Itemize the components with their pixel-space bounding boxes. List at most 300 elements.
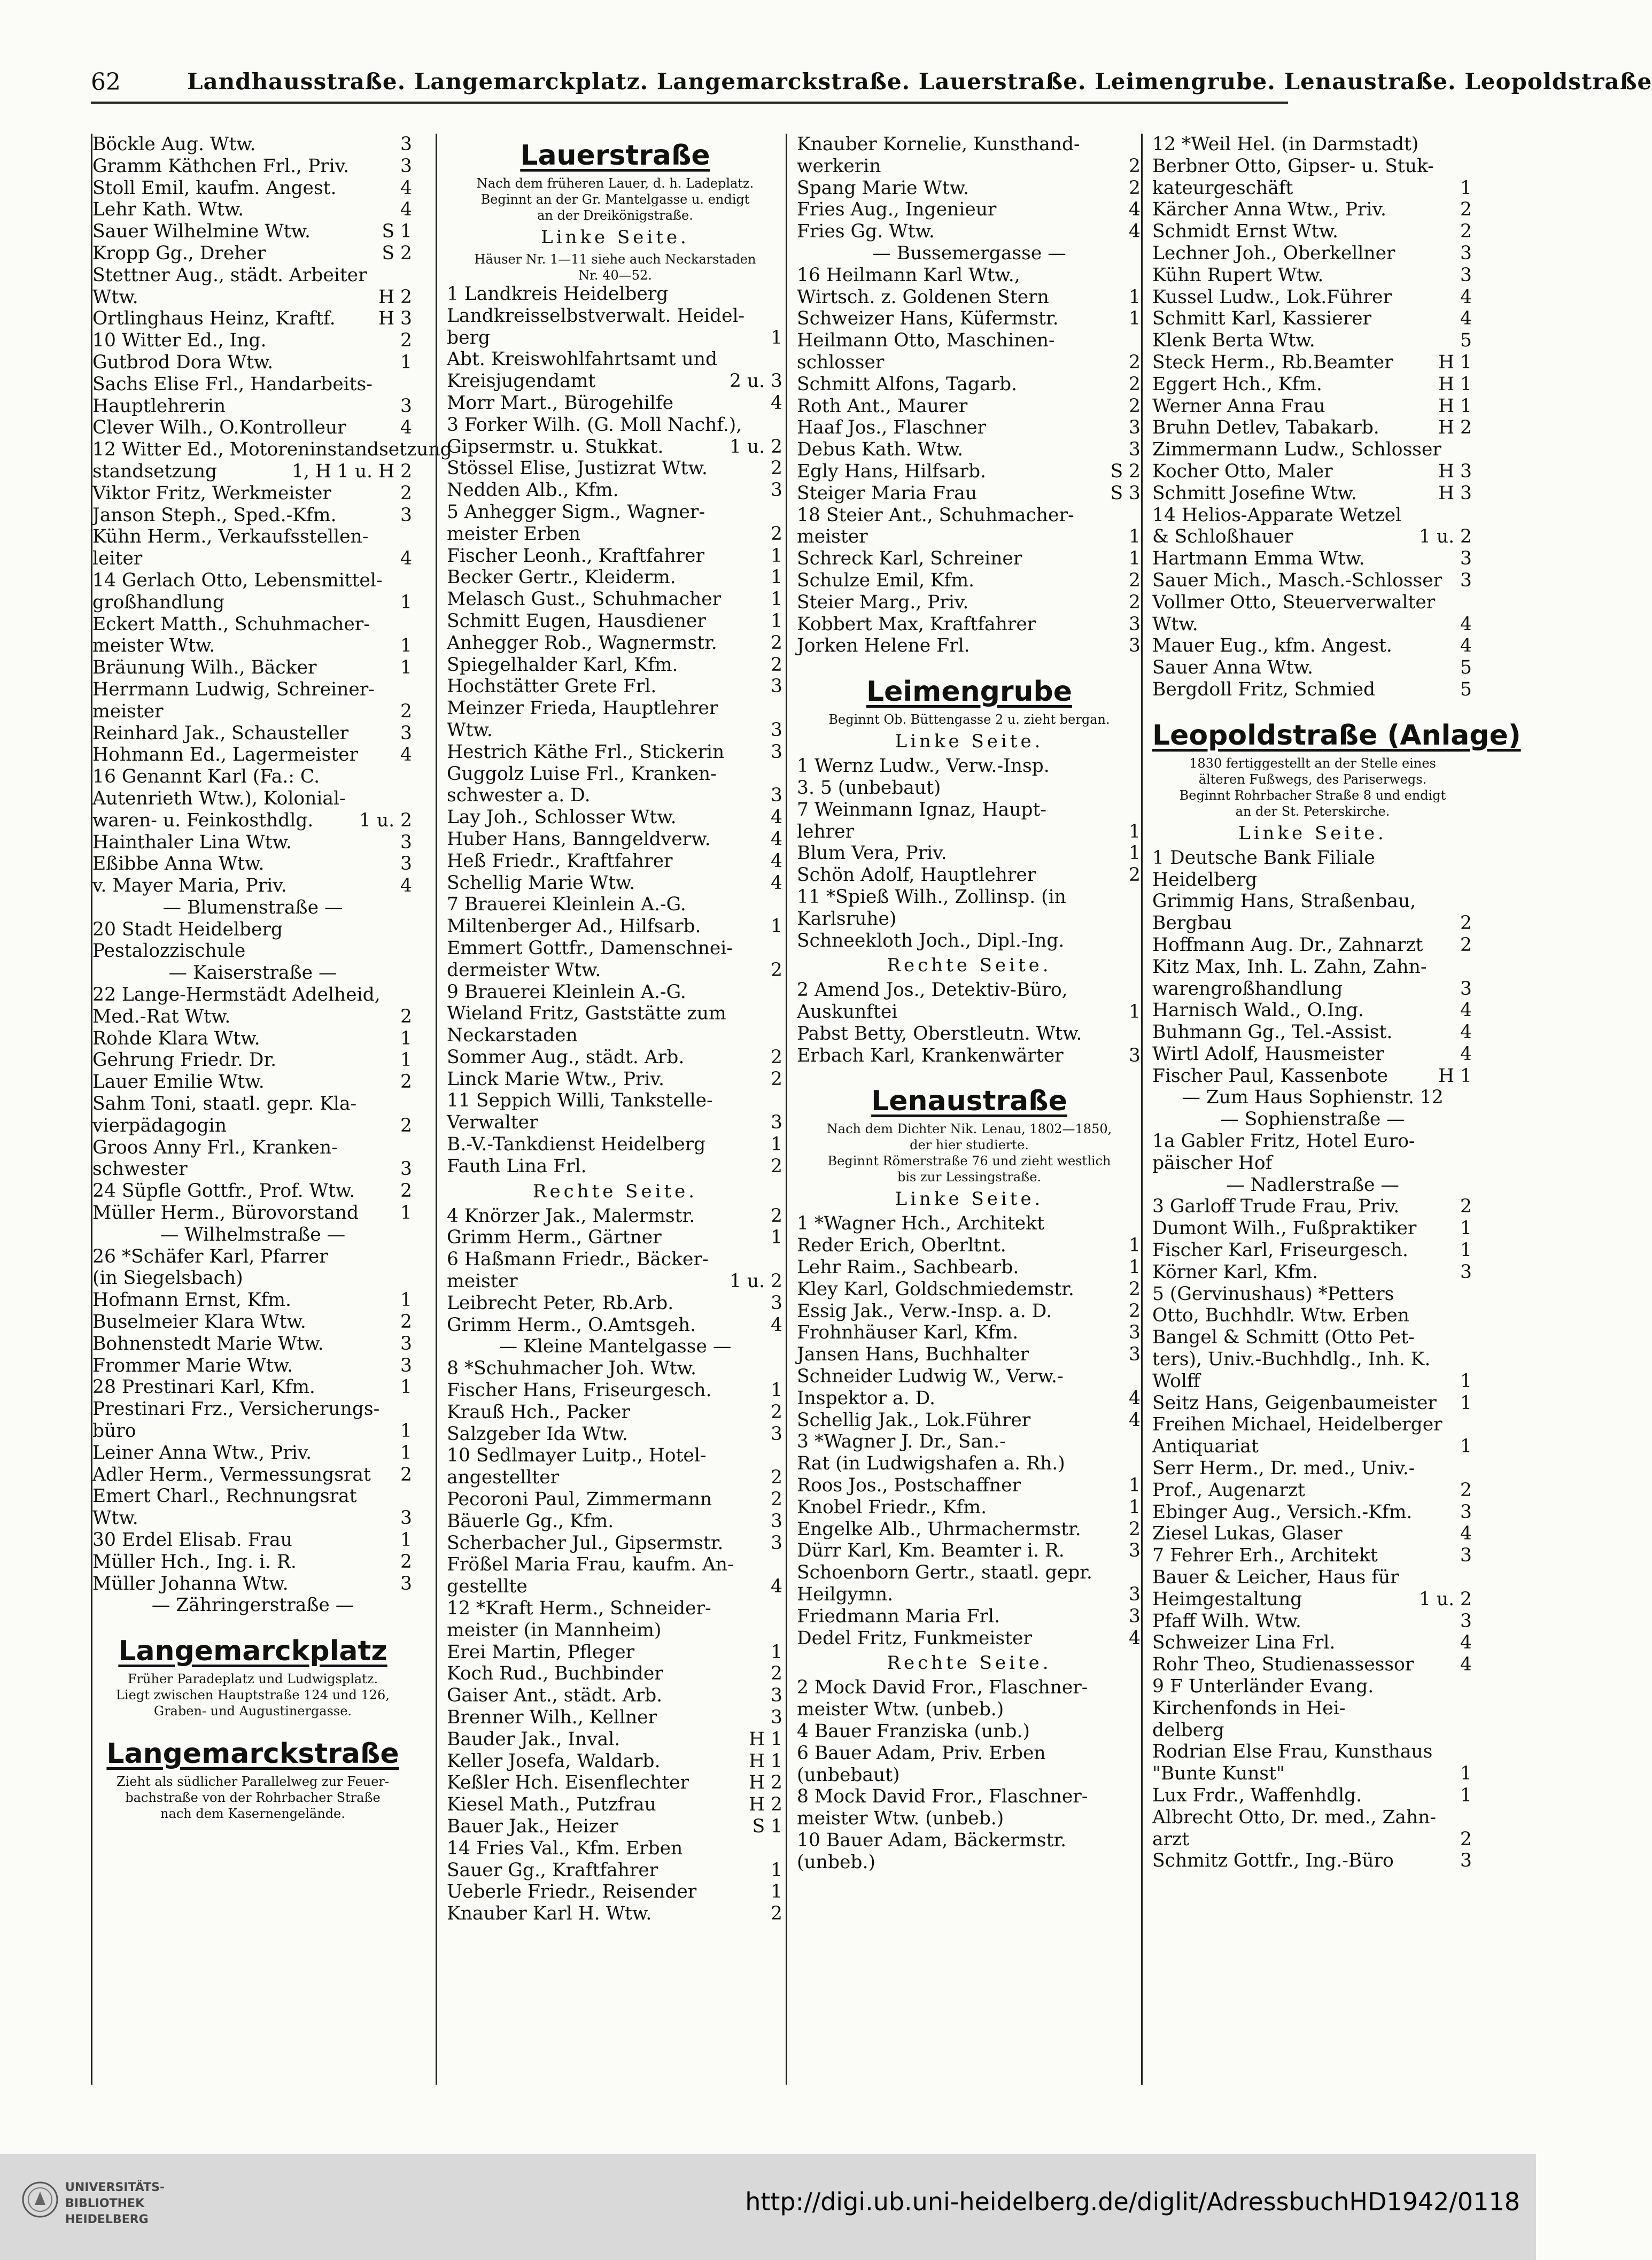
directory-entry xyxy=(797,417,1142,439)
entry-text: Seitz Hans, Geigenbaumeister xyxy=(1152,1392,1437,1414)
directory-entry xyxy=(797,1830,1142,1852)
entry-text: (in Siegelsbach) xyxy=(92,1267,243,1289)
entry-text: Adler Herm., Vermessungsrat xyxy=(92,1464,371,1485)
directory-entry xyxy=(797,461,1142,483)
entry-text: Krauß Hch., Packer xyxy=(447,1401,630,1423)
entry-text: Böckle Aug. Wtw. xyxy=(92,134,256,155)
directory-entry xyxy=(92,199,413,221)
directory-entry xyxy=(447,479,784,501)
directory-entry xyxy=(797,799,1142,821)
entry-floor: 3 xyxy=(400,1158,412,1180)
directory-entry xyxy=(92,221,413,243)
entry-floor: 1 xyxy=(1460,1370,1472,1392)
entry-floor: 2 xyxy=(400,1464,412,1485)
directory-entry xyxy=(447,610,784,632)
cross-street-marker xyxy=(447,1336,784,1358)
entry-floor: 2 xyxy=(400,1071,412,1093)
entry-text: Bauer & Leicher, Haus für xyxy=(1152,1567,1399,1589)
directory-entry xyxy=(1152,1414,1473,1436)
directory-entry xyxy=(447,1314,784,1336)
directory-entry xyxy=(797,134,1142,156)
entry-text: Kocher Otto, Maler xyxy=(1152,460,1333,482)
directory-entry xyxy=(1152,461,1473,483)
entry-text: Meinzer Frieda, Hauptlehrer xyxy=(447,698,718,719)
entry-text: Debus Kath. Wtw. xyxy=(797,439,964,461)
directory-entry xyxy=(1152,134,1473,156)
entry-text: Salzgeber Ida Wtw. xyxy=(447,1423,628,1445)
entry-floor: 3 xyxy=(1129,635,1141,657)
directory-entry xyxy=(447,959,784,981)
directory-entry xyxy=(797,930,1142,952)
entry-text: Schellig Marie Wtw. xyxy=(447,872,635,894)
entry-text: Pfaff Wilh. Wtw. xyxy=(1152,1610,1301,1632)
entry-text: Schweizer Lina Frl. xyxy=(1152,1632,1336,1654)
entry-floor: 4 xyxy=(400,875,412,897)
entry-floor: H 1 xyxy=(748,1750,782,1772)
entry-text: Müller Herm., Bürovorstand xyxy=(92,1202,359,1224)
entry-text: Dumont Wilh., Fußpraktiker xyxy=(1152,1218,1417,1240)
entry-floor: 2 xyxy=(1129,395,1141,417)
entry-text: Lehr Kath. Wtw. xyxy=(92,199,244,221)
directory-entry xyxy=(1152,1261,1473,1283)
entry-text: Verwalter xyxy=(447,1112,538,1134)
entry-text: Dedel Fritz, Funkmeister xyxy=(797,1627,1032,1649)
directory-entry xyxy=(92,853,413,875)
directory-entry xyxy=(797,330,1142,352)
entry-floor: 2 xyxy=(400,1005,412,1027)
directory-entry xyxy=(447,1423,784,1445)
entry-text: Becker Gertr., Kleiderm. xyxy=(447,567,676,589)
entry-floor: H 3 xyxy=(1438,482,1472,504)
entry-floor: 1 xyxy=(771,1380,782,1402)
entry-floor: 1 u. 2 xyxy=(1418,1588,1472,1610)
directory-entry xyxy=(447,545,784,567)
entry-floor: 4 xyxy=(1460,613,1472,635)
entry-floor: 1 xyxy=(1129,286,1141,308)
directory-entry xyxy=(447,1112,784,1134)
entry-floor: 2 xyxy=(1460,912,1472,934)
directory-entry xyxy=(1152,592,1473,614)
directory-entry xyxy=(447,676,784,698)
street-side-heading: Linke Seite. xyxy=(895,1188,1044,1210)
entry-text: Roos Jos., Postschaffner xyxy=(797,1475,1021,1497)
directory-entry xyxy=(1152,221,1473,243)
directory-entry xyxy=(1152,330,1473,352)
entry-floor: 3 xyxy=(771,479,782,501)
directory-entry xyxy=(447,1358,784,1380)
directory-entry xyxy=(447,938,784,959)
entry-floor: 1 xyxy=(1460,1392,1472,1414)
entry-text: Prof., Augenarzt xyxy=(1152,1479,1305,1501)
directory-entry xyxy=(447,1642,784,1663)
directory-entry xyxy=(92,352,413,374)
directory-entry xyxy=(447,1685,784,1707)
entry-text: Miltenberger Ad., Hilfsarb. xyxy=(447,916,701,938)
entry-text: 2 Amend Jos., Detektiv-Büro, xyxy=(797,979,1068,1001)
entry-floor: 2 xyxy=(771,523,782,545)
entry-floor: 1 xyxy=(771,610,782,632)
entry-floor: 3 xyxy=(1129,1540,1141,1562)
entry-floor: 4 xyxy=(1129,1409,1141,1431)
entry-floor: 2 xyxy=(771,1489,782,1511)
directory-entry xyxy=(1152,1000,1473,1021)
directory-entry xyxy=(797,635,1142,657)
entry-text: vierpädagogin xyxy=(92,1114,227,1136)
directory-entry xyxy=(1152,1283,1473,1305)
entry-text: 2 Mock David Fror., Flaschner- xyxy=(797,1677,1088,1699)
entry-text: Schweizer Hans, Küfermstr. xyxy=(797,308,1059,330)
directory-entry xyxy=(797,1721,1142,1743)
directory-entry xyxy=(1152,1392,1473,1414)
entry-floor: H 1 xyxy=(748,1728,782,1750)
entry-floor: 3 xyxy=(400,1573,412,1595)
entry-floor: 3 xyxy=(1129,1605,1141,1627)
directory-entry xyxy=(1152,679,1473,701)
directory-entry xyxy=(447,1003,784,1025)
entry-text: Koch Rud., Buchbinder xyxy=(447,1663,663,1685)
entry-floor: 4 xyxy=(1460,1632,1472,1654)
entry-floor: 3 xyxy=(400,722,412,744)
entry-floor: 4 xyxy=(771,1576,782,1598)
entry-text: Herrmann Ludwig, Schreiner- xyxy=(92,678,375,700)
directory-entry xyxy=(92,505,413,527)
street-note: älteren Fußwegs, des Pariserwegs. xyxy=(1198,771,1427,787)
entry-text: 10 Sedlmayer Luitp., Hotel- xyxy=(447,1445,707,1467)
directory-entry xyxy=(797,1764,1142,1786)
entry-floor: 4 xyxy=(400,417,412,439)
directory-entry xyxy=(797,156,1142,177)
directory-entry xyxy=(92,635,413,657)
entry-text: 5 Anhegger Sigm., Wagner- xyxy=(447,501,705,523)
library-name-line: HEIDELBERG xyxy=(65,2213,149,2226)
entry-floor: 4 xyxy=(1460,1654,1472,1676)
directory-entry xyxy=(447,1292,784,1314)
entry-text: Hestrich Käthe Frl., Stickerin xyxy=(447,741,725,763)
directory-entry xyxy=(1152,1850,1473,1872)
entry-floor: 1 xyxy=(400,351,412,373)
entry-text: Heilmann Otto, Maschinen- xyxy=(797,330,1055,352)
entry-floor: 1 xyxy=(1129,308,1141,330)
entry-floor: 4 xyxy=(771,872,782,894)
entry-text: Schmitt Eugen, Hausdiener xyxy=(447,610,706,632)
entry-text: Wirtsch. z. Goldenen Stern xyxy=(797,286,1049,308)
entry-text: Fries Gg. Wtw. xyxy=(797,221,935,243)
street-note: an der Dreikönigstraße. xyxy=(537,208,693,223)
entry-text: Wolff xyxy=(1152,1370,1200,1392)
directory-entry xyxy=(447,1533,784,1554)
entry-text: Fischer Paul, Kassenbote xyxy=(1152,1065,1389,1087)
entry-text: Fauth Lina Frl. xyxy=(447,1155,587,1177)
entry-text: Bruhn Detlev, Tabakarb. xyxy=(1152,417,1379,439)
entry-floor: 1 xyxy=(771,1859,782,1881)
entry-text: Steier Marg., Priv. xyxy=(797,591,969,613)
entry-text: Scherbacher Jul., Gipsermstr. xyxy=(447,1532,724,1554)
entry-floor: 1 xyxy=(1129,526,1141,548)
entry-text: meister xyxy=(447,1271,518,1292)
entry-text: Neckarstaden xyxy=(447,1025,578,1047)
entry-floor: 4 xyxy=(771,1314,782,1336)
directory-entry xyxy=(92,1420,413,1442)
entry-floor: 2 xyxy=(771,1467,782,1489)
entry-floor: 2 xyxy=(400,700,412,722)
directory-entry xyxy=(797,1410,1142,1431)
entry-floor: 1 xyxy=(771,1227,782,1249)
directory-entry xyxy=(92,984,413,1006)
entry-text: ters), Univ.-Buchhdlg., Inh. K. xyxy=(1152,1349,1431,1371)
entry-floor: 4 xyxy=(1129,199,1141,221)
entry-text: Schneekloth Joch., Dipl.-Ing. xyxy=(797,930,1065,951)
directory-entry xyxy=(447,370,784,392)
entry-text: Vollmer Otto, Steuerverwalter xyxy=(1152,591,1436,613)
directory-entry xyxy=(447,1707,784,1729)
directory-entry xyxy=(797,1301,1142,1322)
entry-text: Schmitt Alfons, Tagarb. xyxy=(797,373,1018,395)
directory-entry xyxy=(1152,1065,1473,1087)
directory-entry xyxy=(797,777,1142,799)
directory-entry xyxy=(447,632,784,654)
entry-text: 14 Fries Val., Kfm. Erben xyxy=(447,1837,683,1859)
directory-entry xyxy=(92,1028,413,1050)
entry-text: Blum Vera, Priv. xyxy=(797,842,947,864)
entry-floor: 3 xyxy=(771,1292,782,1314)
cross-street-marker xyxy=(1152,1174,1473,1196)
directory-entry xyxy=(797,1023,1142,1045)
street-note: Liegt zwischen Hauptstraße 124 und 126, xyxy=(116,1688,390,1703)
directory-entry xyxy=(92,723,413,745)
entry-floor: 2 xyxy=(400,482,412,504)
entry-text: 10 Witter Ed., Ing. xyxy=(92,330,267,352)
cross-street-marker xyxy=(92,897,413,919)
directory-entry xyxy=(1152,1632,1473,1654)
directory-entry xyxy=(447,414,784,436)
directory-entry xyxy=(447,1554,784,1576)
entry-text: 1 Wernz Ludw., Verw.-Insp. xyxy=(797,755,1050,777)
entry-text: Schreck Karl, Schreiner xyxy=(797,548,1022,570)
street-note: Beginnt an der Gr. Mantelgasse u. endigt xyxy=(480,192,750,207)
entry-text: schwester xyxy=(92,1158,188,1180)
directory-entry xyxy=(92,439,452,461)
directory-entry xyxy=(447,1838,784,1860)
directory-entry xyxy=(797,1475,1142,1497)
entry-text: Hauptlehrerin xyxy=(92,395,226,417)
entry-text: meister Wtw. xyxy=(92,635,215,657)
cross-street-marker xyxy=(797,243,1142,265)
directory-entry xyxy=(1152,1676,1473,1698)
directory-entry xyxy=(797,1366,1142,1388)
directory-entry xyxy=(447,1729,784,1751)
entry-text: Sauer Wilhelmine Wtw. xyxy=(92,221,311,243)
entry-floor: 1 xyxy=(1129,1257,1141,1279)
entry-text: Steiger Maria Frau xyxy=(797,482,978,504)
source-url-link[interactable]: http://digi.ub.uni-heidelberg.de/diglit/AdressbuchHD1942/0118 xyxy=(745,2187,1520,2216)
directory-entry xyxy=(797,1743,1142,1764)
entry-text: Rohde Klara Wtw. xyxy=(92,1027,260,1049)
street-note: Früher Paradeplatz und Ludwigsplatz. xyxy=(127,1671,378,1687)
entry-text: Lay Joh., Schlosser Wtw. xyxy=(447,807,677,829)
entry-text: Hofmann Ernst, Kfm. xyxy=(92,1289,291,1311)
directory-entry xyxy=(797,1235,1142,1257)
directory-entry xyxy=(1152,548,1473,570)
directory-entry xyxy=(447,1271,784,1292)
entry-text: Müller Johanna Wtw. xyxy=(92,1573,289,1595)
entry-floor: 1 xyxy=(400,1027,412,1049)
entry-text: Gipsermstr. u. Stukkat. xyxy=(447,436,664,458)
entry-floor: 3 xyxy=(1460,548,1472,570)
directory-entry xyxy=(797,308,1142,330)
entry-floor: 2 xyxy=(771,632,782,654)
entry-text: Gehrung Friedr. Dr. xyxy=(92,1049,277,1071)
directory-entry xyxy=(447,916,784,938)
entry-floor: 3 xyxy=(771,1532,782,1554)
entry-text: v. Mayer Maria, Priv. xyxy=(92,875,287,897)
entry-text: Kärcher Anna Wtw., Priv. xyxy=(1152,199,1386,221)
directory-entry xyxy=(447,501,784,523)
directory-entry xyxy=(92,1551,413,1573)
entry-text: Schellig Jak., Lok.Führer xyxy=(797,1409,1031,1431)
entry-text: — Wilhelmstraße — xyxy=(160,1224,346,1245)
entry-text: Egly Hans, Hilfsarb. xyxy=(797,460,987,482)
directory-entry xyxy=(1152,156,1473,177)
entry-floor: 3 xyxy=(400,831,412,853)
page-number: 62 xyxy=(91,68,121,96)
entry-floor: 3 xyxy=(1129,1344,1141,1366)
directory-entry xyxy=(447,589,784,610)
directory-entry xyxy=(92,766,413,788)
entry-text: Gramm Käthchen Frl., Priv. xyxy=(92,155,350,177)
directory-entry xyxy=(1152,1371,1473,1392)
entry-text: Spang Marie Wtw. xyxy=(797,177,970,199)
entry-text: Med.-Rat Wtw. xyxy=(92,1005,231,1027)
entry-text: Sauer Anna Wtw. xyxy=(1152,657,1313,679)
directory-entry xyxy=(797,1453,1142,1475)
entry-floor: 1 xyxy=(1129,1496,1141,1518)
entry-text: Rohr Theo, Studienassessor xyxy=(1152,1654,1414,1676)
directory-entry xyxy=(797,1257,1142,1279)
entry-text: Lehr Raim., Sachbearb. xyxy=(797,1257,1019,1279)
directory-entry xyxy=(1152,352,1473,374)
street-note: Nach dem früheren Lauer, d. h. Ladeplatz. xyxy=(476,176,754,191)
entry-floor: 3 xyxy=(400,155,412,177)
directory-entry xyxy=(797,396,1142,417)
entry-text: Pecoroni Paul, Zimmermann xyxy=(447,1489,712,1511)
directory-entry xyxy=(797,1497,1142,1519)
entry-text: — Sophienstraße — xyxy=(1220,1109,1405,1131)
directory-entry xyxy=(1152,1196,1473,1218)
entry-floor: H 2 xyxy=(748,1794,782,1816)
entry-text: Serr Herm., Dr. med., Univ.- xyxy=(1152,1458,1415,1480)
directory-entry xyxy=(797,1279,1142,1301)
entry-text: Morr Mart., Bürogehilfe xyxy=(447,392,674,414)
entry-text: Kley Karl, Goldschmiedemstr. xyxy=(797,1278,1074,1300)
entry-floor: 1 xyxy=(400,1289,412,1311)
entry-floor: 1 xyxy=(1129,1001,1141,1023)
entry-text: Bergbau xyxy=(1152,912,1232,934)
directory-entry xyxy=(1152,1218,1473,1240)
entry-text: 26 *Schäfer Karl, Pfarrer xyxy=(92,1245,328,1267)
entry-floor: 1 xyxy=(400,1420,412,1442)
directory-entry xyxy=(1152,1829,1473,1851)
directory-entry xyxy=(797,592,1142,614)
street-note: bis zur Lessingstraße. xyxy=(897,1170,1042,1185)
entry-floor: 2 xyxy=(400,330,412,352)
entry-floor: 1 xyxy=(1129,1475,1141,1497)
street-side-heading: Rechte Seite. xyxy=(532,1180,698,1202)
directory-entry xyxy=(797,548,1142,570)
entry-text: Heimgestaltung xyxy=(1152,1588,1302,1610)
entry-text: 3 Forker Wilh. (G. Moll Nachf.), xyxy=(447,414,742,436)
entry-floor: 3 xyxy=(1129,1044,1141,1066)
section-spacer xyxy=(797,1066,1142,1079)
entry-text: waren- u. Feinkosthdlg. xyxy=(92,809,314,831)
entry-text: Reder Erich, Oberltnt. xyxy=(797,1235,1006,1257)
entry-text: gestellte xyxy=(447,1576,528,1598)
entry-floor: 1 xyxy=(400,635,412,657)
entry-floor: 3 xyxy=(400,504,412,526)
directory-entry xyxy=(1152,934,1473,956)
entry-text: 22 Lange-Hermstädt Adelheid, xyxy=(92,984,381,1006)
directory-entry xyxy=(447,1025,784,1047)
street-note: an der St. Peterskirche. xyxy=(1235,803,1390,819)
entry-floor: H 2 xyxy=(1438,417,1472,439)
entry-text: & Schloßhauer xyxy=(1152,526,1293,548)
entry-floor: 4 xyxy=(771,807,782,829)
directory-entry xyxy=(1152,1349,1473,1371)
entry-text: Wirtl Adolf, Hausmeister xyxy=(1152,1043,1384,1065)
entry-text: Berbner Otto, Gipser- u. Stuk- xyxy=(1152,155,1434,177)
directory-entry xyxy=(797,199,1142,221)
directory-entry xyxy=(447,1156,784,1178)
entry-text: 5 (Gervinushaus) *Petters xyxy=(1152,1283,1394,1305)
entry-text: 7 Brauerei Kleinlein A.-G. xyxy=(447,894,686,916)
entry-floor: 3 xyxy=(400,853,412,875)
directory-entry xyxy=(1152,199,1473,221)
entry-text: Anhegger Rob., Wagnermstr. xyxy=(447,632,717,654)
entry-floor: 1 xyxy=(771,589,782,610)
entry-floor: 3 xyxy=(1129,1322,1141,1344)
street-note: Beginnt Rohrbacher Straße 8 und endigt xyxy=(1179,787,1446,803)
directory-entry xyxy=(447,436,784,458)
entry-text: Stettner Aug., städt. Arbeiter xyxy=(92,264,367,286)
directory-entry xyxy=(1152,1589,1473,1611)
entry-text: Fries Aug., Ingenieur xyxy=(797,199,997,221)
directory-entry xyxy=(797,570,1142,592)
entry-text: Schulze Emil, Kfm. xyxy=(797,569,975,591)
directory-entry xyxy=(92,134,413,156)
directory-entry xyxy=(92,1289,413,1311)
entry-text: Kühn Rupert Wtw. xyxy=(1152,264,1324,286)
entry-text: Schoenborn Gertr., staatl. gepr. xyxy=(797,1562,1092,1584)
entry-floor: S 2 xyxy=(382,242,412,264)
directory-entry xyxy=(797,1699,1142,1721)
directory-entry xyxy=(92,701,413,723)
entry-floor: 2 xyxy=(400,1180,412,1202)
entry-text: Friedmann Maria Frl. xyxy=(797,1605,1000,1627)
entry-floor: 1 xyxy=(771,545,782,567)
entry-text: meister Wtw. (unbeb.) xyxy=(797,1699,1004,1721)
directory-entry xyxy=(447,283,784,305)
directory-entry xyxy=(447,1903,784,1925)
entry-text: 20 Stadt Heidelberg xyxy=(92,918,283,940)
entry-text: Gaiser Ant., städt. Arb. xyxy=(447,1685,663,1707)
entry-floor: 4 xyxy=(1460,286,1472,308)
page-header xyxy=(91,59,1652,104)
directory-entry xyxy=(92,592,413,614)
street-side-heading: Rechte Seite. xyxy=(887,1652,1052,1674)
directory-column-1 xyxy=(91,134,452,2085)
directory-entry xyxy=(92,919,413,941)
directory-entry xyxy=(92,614,413,636)
entry-text: werkerin xyxy=(797,155,881,177)
